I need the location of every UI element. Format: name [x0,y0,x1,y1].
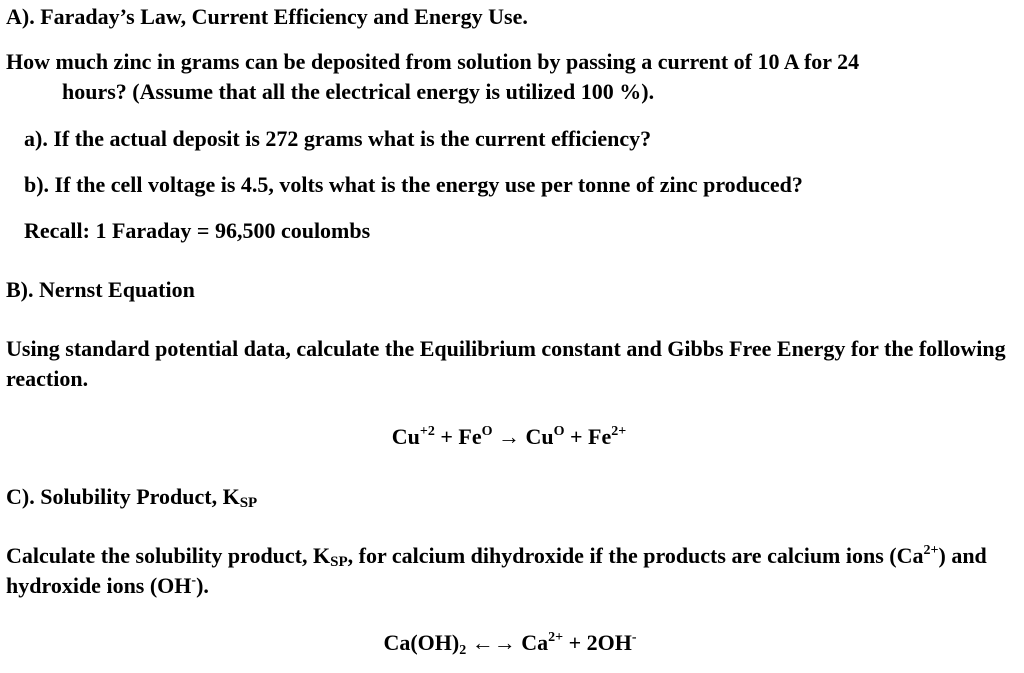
section-c-prompt-oh-charge: - [191,573,197,588]
reactant-cu: Cu [391,424,420,449]
section-a-heading: A). Faraday’s Law, Current Efficiency and Energy Use. [6,4,528,29]
section-c-heading [6,484,257,510]
section-a-question-line2: hours? (Assume that all the electrical energy is utilized 100 %). [62,79,655,104]
section-a-question-line1: How much zinc in grams can be deposited from solution by passing a current of 10 A for 24 [6,49,860,74]
section-a-part-b: b). If the cell voltage is 4.5, volts what is the energy use per tonne of zinc produced? [24,172,803,197]
section-c-prompt-part3: ) and hydroxide ions (OH [6,543,987,598]
nernst-reaction-equation [0,424,1021,450]
product-ca: Ca [521,630,549,655]
section-b-heading: B). Nernst Equation [6,277,195,302]
product-cu-charge: O [553,424,565,439]
reactant-fe-charge: O [481,424,493,439]
reactant-fe: + Fe [434,424,482,449]
section-c-prompt-part4: ). [196,573,209,598]
reaction-arrow-icon: → [492,424,526,449]
product-fe-charge: 2+ [611,424,627,439]
product-cu: Cu [525,424,554,449]
section-c-prompt-sub: SP [330,554,348,570]
reactant-cu-charge: +2 [419,424,435,439]
product-oh-charge: - [631,630,637,645]
section-c-prompt-charge: 2+ [923,543,939,558]
product-ca-charge: 2+ [548,630,564,645]
section-c-prompt [6,541,1006,601]
section-c-heading-text: C). Solubility Product, K [6,484,240,509]
solubility-reaction-equation [0,630,1022,656]
section-a-part-a: a). If the actual deposit is 272 grams what is the current efficiency? [24,126,652,151]
reactant-caoh-sub: 2 [459,643,467,658]
equilibrium-arrow-icon: ←→ [466,630,522,655]
section-c-heading-sub: SP [239,495,258,511]
reactant-caoh: Ca(OH) [383,630,460,655]
section-b-prompt: Using standard potential data, calculate the Equilibrium constant and Gibbs Free Energy for the following reaction. [6,336,1006,391]
section-c-prompt-part2: , for calcium dihydroxide if the products are calcium ions (Ca [347,543,924,568]
section-c-prompt-part1: Calculate the solubility product, K [6,543,331,568]
section-a-recall: Recall: 1 Faraday = 96,500 coulombs [24,218,371,243]
product-oh: + 2OH [563,630,632,655]
section-a-question [6,47,1016,107]
product-fe: + Fe [564,424,612,449]
